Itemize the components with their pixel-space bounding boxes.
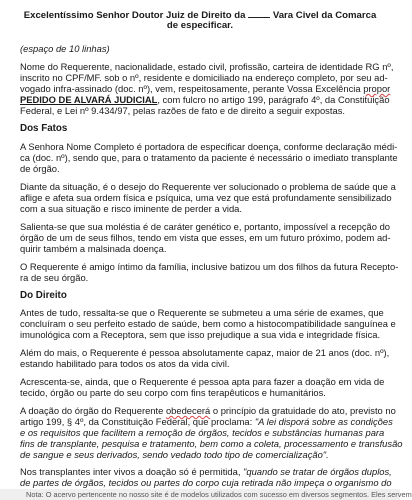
paragraph-line: Antes de tudo, ressalta-se que o Requerente se submeteu a uma série de exames, que — [20, 307, 384, 318]
paragraph-line — [20, 466, 392, 477]
paragraph-line: Diante da situação, é o desejo do Requerente ver solucionado o problema de saúde que a — [20, 181, 396, 192]
heading-dos-fatos: Dos Fatos — [20, 123, 68, 134]
flagged-word: obedecerá — [165, 405, 211, 416]
paragraph-line: de órgão. — [20, 163, 60, 174]
title-suffix: Vara Civel da Comarca — [272, 10, 377, 21]
intro-text: , com fulcro no artigo 199, parágrafo 4º, da Constituição — [157, 94, 390, 105]
quote-text: "quando se tratar de órgãos duplos, — [243, 466, 392, 477]
paragraph-line: tecido, órgão ou parte do seu corpo com fins terapêuticos e humanitários. — [20, 387, 326, 398]
paragraph-line: Acrescenta-se, ainda, que o Requerente é pessoa apta para fazer a doação em vida de — [20, 376, 385, 387]
intro-line: inscrito no CPF/MF. sob o nº, residente e domiciliado na endereço completo, por seu ad- — [20, 72, 388, 83]
intro-line — [20, 94, 390, 105]
intro-line — [20, 83, 391, 94]
footer-note: Nota: O acervo pertencente no nosso site é de modelos utilizados com sucesso em diversos segmentos. Eles servem — [0, 489, 400, 500]
quote-line: fins de transplante, pesquisa e tratamento, bem como a coleta, processamento e transfusão — [20, 438, 403, 449]
title-prefix: Excelentíssimo Senhor Doutor Juiz de Direito da — [23, 10, 246, 21]
paragraph-line: imunológica com a Receptora, sem que isso prejudique a sua vida e integridade física. — [20, 329, 381, 340]
paragraph-line: O Requerente é amigo íntimo da família, inclusive batizou um dos filhos da futura Recepto- — [20, 261, 399, 272]
quote-line: de sangue e seus derivados, sendo vedado todo tipo de comercialização". — [20, 449, 329, 460]
paragraph-line: órgão de um de seus filhos, tendo em vista que esses, em um futuro próximo, podem ad- — [20, 232, 391, 243]
title-blank — [248, 9, 270, 18]
paragraph-line: estando habilitado para todos os atos da vida civil. — [20, 358, 230, 369]
paragraph-line — [20, 416, 393, 427]
paragraph-line: ca (doc. nº), sendo que, para o tratamento da paciente é necessário o imediato transplante — [20, 152, 398, 163]
paragraph-line: concluíram o seu perfeito estado de saúde, bem como a histocompatibilidade sanguínea e — [20, 318, 396, 329]
paragraph-line — [20, 405, 396, 416]
paragraph-text: o princípio da gratuidade do ato, previsto no — [210, 405, 396, 416]
spacing-note: (espaço de 10 linhas) — [20, 43, 110, 54]
paragraph-line: Além do mais, o Requerente é pessoa absolutamente capaz, maior de 21 anos (doc. nº), — [20, 347, 390, 358]
intro-flagged-word: propor — [363, 83, 391, 94]
paragraph-line: ra de seu órgão. — [20, 272, 89, 283]
document-title-line2: de especificar. — [166, 20, 234, 31]
paragraph-line: com a sua situação e risco iminente de perder a vida. — [20, 203, 242, 214]
paragraph-line: Salienta-se que sua moléstia é de caráter genético e, portanto, impossível a recepção do — [20, 221, 391, 232]
quote-line: e os requisitos que facilitem a remoção de órgãos, tecidos e substâncias humanas para — [20, 427, 385, 438]
paragraph-line: A Senhora Nome Completo é portadora de especificar doença, conforme declaração médi- — [20, 141, 398, 152]
quote-line: de partes de órgãos, tecidos ou partes do corpo cuja retirada não impeça o organismo do — [20, 477, 392, 488]
paragraph-text: artigo 199, § 4º, da Constituição Federal, que proclama: — [20, 416, 255, 427]
intro-line: Federal, e Lei nº 9.434/97, pelas razões de fato e de direito a seguir expostas. — [20, 105, 345, 116]
petition-name: PEDIDO DE ALVARÁ JUDICIAL — [20, 94, 158, 105]
heading-do-direito: Do Direito — [20, 290, 67, 301]
paragraph-text: A doação do órgão do Requerente — [20, 405, 166, 416]
paragraph-line: aflige e afeta sua ordem física e psíquica, uma vez que está profundamente sensibilizado — [20, 192, 392, 203]
paragraph-line: quirir também a malsinada doença. — [20, 243, 167, 254]
quote-text: "A lei disporá sobre as condições — [254, 416, 393, 427]
paragraph-text: Nos transplantes inter vivos a doação só é permitida, — [20, 466, 244, 477]
intro-text: vogado infra-assinado (doc. nº), vem, respeitosamente, perante Vossa Excelência — [20, 83, 364, 94]
intro-line: Nome do Requerente, nacionalidade, estado civil, profissão, carteira de identidade RG nº, — [20, 61, 394, 72]
